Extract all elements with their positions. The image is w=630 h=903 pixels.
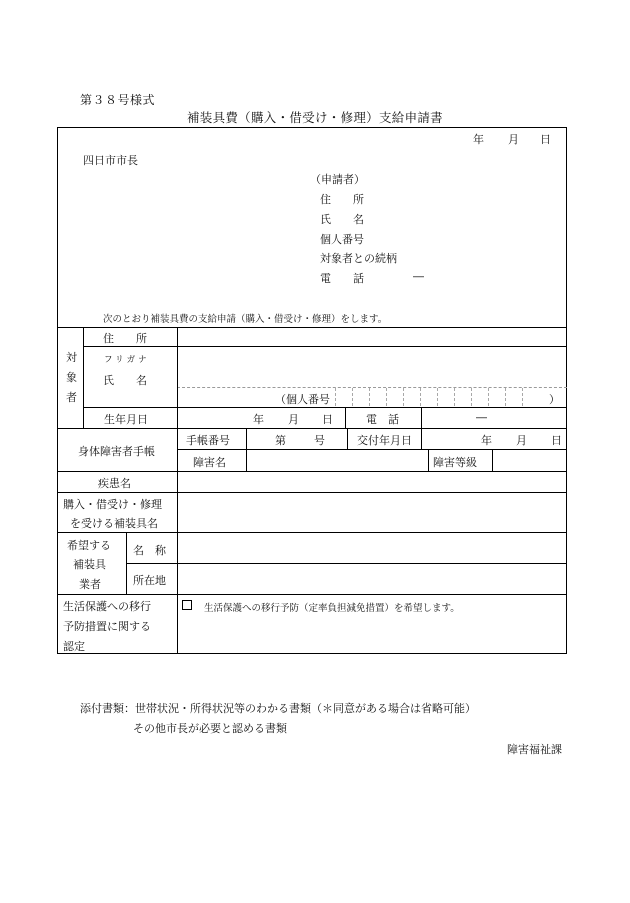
supplier-name-label: 名 称 [133,544,166,557]
date-day-label: 日 [540,133,551,146]
handbook-issue-date-label: 交付年月日 [357,434,412,447]
department: 障害福祉課 [507,743,562,756]
subject-address-label: 住 所 [103,332,147,345]
subject-phone-dash: ― [476,411,487,424]
welfare-checkbox[interactable] [182,600,192,610]
applicant-name-label: 氏 名 [320,213,364,226]
birthdate-day: 日 [322,413,333,426]
subject-label-3: 者 [66,391,77,404]
handbook-dai: 第 [275,434,286,447]
welfare-checkbox-text: 生活保護への移行予防（定率負担減免措置）を希望します。 [204,603,460,614]
subject-name-label: 氏 名 [103,374,147,387]
issue-date-day: 日 [551,434,562,447]
issue-date-year: 年 [481,434,492,447]
applicant-my-number-label: 個人番号 [320,233,364,246]
subject-label-2: 象 [66,371,77,384]
application-statement: 次のとおり補装具費の支給申請（購入・借受け・修理）をします。 [103,314,388,325]
subject-furigana-label: フリガナ [104,355,150,365]
applicant-relationship-label: 対象者との続柄 [320,252,397,265]
issue-date-month: 月 [516,434,527,447]
disability-name-label: 障害名 [193,456,226,469]
supplier-location-label: 所在地 [133,574,166,587]
subject-birthdate-label: 生年月日 [104,413,148,426]
device-name-label-1: 購入・借受け・修理 [63,498,162,511]
applicant-phone-label: 電 話 [320,272,364,285]
form-number: 第３８号様式 [80,93,156,107]
welfare-label-2: 予防措置に関する [63,620,151,633]
welfare-label-3: 認定 [63,640,85,653]
birthdate-month: 月 [288,413,299,426]
handbook-label: 身体障害者手帳 [78,445,155,458]
supplier-label-1: 希望する [67,539,111,552]
addressee: 四日市市長 [83,154,138,167]
attachments-line-2: その他市長が必要と認める書類 [133,722,287,735]
handbook-number-label: 手帳番号 [186,434,230,447]
applicant-phone-dash: ― [413,270,424,283]
applicant-heading: （申請者） [310,173,365,186]
applicant-address-label: 住 所 [320,193,364,206]
subject-phone-label: 電 話 [366,413,399,426]
handbook-go: 号 [314,434,325,447]
attachments-line-1: 添付書類：世帯状況・所得状況等のわかる書類（＊同意がある場合は省略可能） [80,702,476,715]
disability-grade-label: 障害等級 [433,456,477,469]
date-month-label: 月 [508,133,519,146]
subject-my-number-open: （個人番号 [275,393,330,406]
birthdate-year: 年 [253,413,264,426]
form-title: 補装具費（購入・借受け・修理）支給申請書 [186,110,443,125]
subject-label-1: 対 [66,351,77,364]
supplier-label-2: 補装具 [73,558,106,571]
device-name-label-2: を受ける補装具名 [70,517,158,530]
supplier-label-3: 業者 [79,578,101,591]
welfare-label-1: 生活保護への移行 [63,600,151,613]
date-year-label: 年 [473,133,484,146]
disease-label: 疾患名 [98,477,131,490]
subject-my-number-close: ） [549,393,560,406]
